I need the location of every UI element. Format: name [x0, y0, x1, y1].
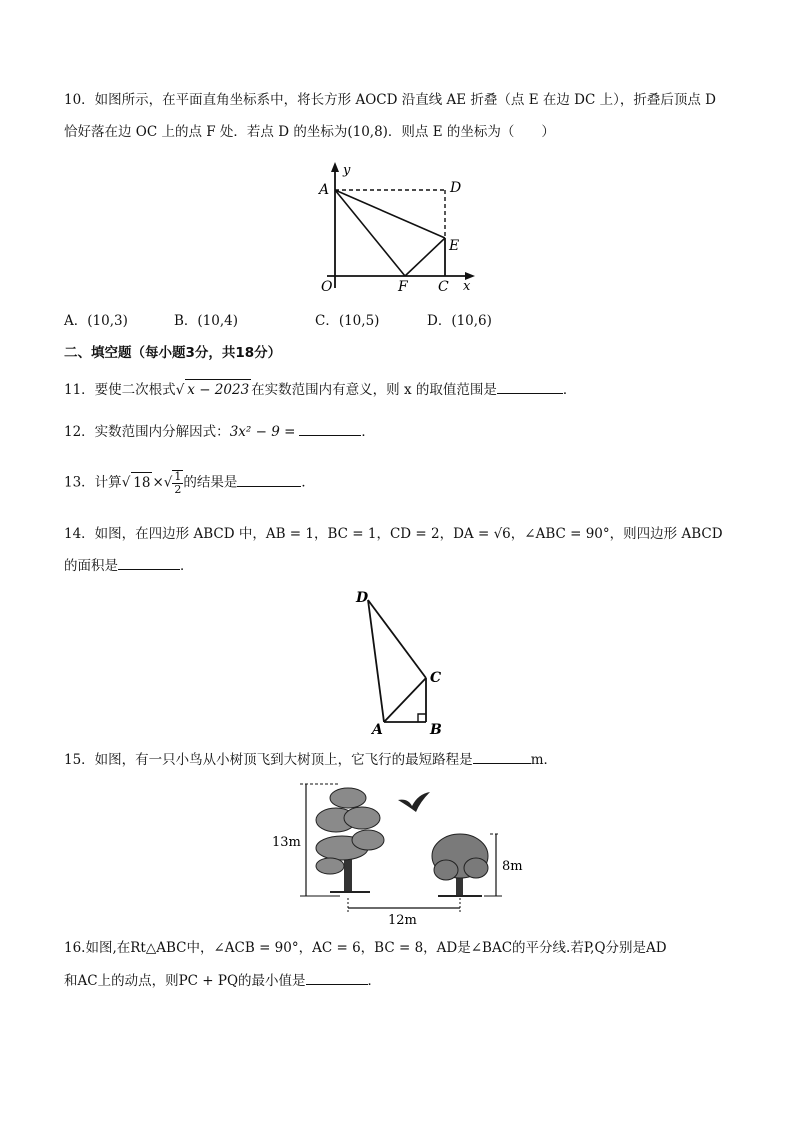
q14-figure	[348, 586, 448, 736]
label-x: x	[463, 279, 471, 294]
q16-answer-blank[interactable]	[306, 970, 368, 985]
bird-icon	[398, 792, 430, 812]
q10-choice-c: C．(10,5)	[315, 313, 380, 329]
q13-fraction	[172, 470, 183, 496]
q16-line2-pre: 和AC上的动点，则PC + PQ的最小值是	[64, 973, 306, 989]
q11-radicand: x − 2023	[185, 379, 251, 400]
label-C: C	[438, 279, 449, 295]
label-O: O	[321, 279, 333, 295]
segment-AC	[384, 678, 426, 722]
q12-end: ．	[361, 424, 375, 440]
q15-unit: m．	[530, 752, 557, 768]
q14-text-line1: 14．如图，在四边形 ABCD 中，AB = 1，BC = 1，CD = 2，DA = √6，∠ABC = 90°，则四边形 ABCD	[64, 526, 723, 542]
q13-times: ×	[152, 474, 164, 491]
q15-text	[64, 749, 557, 770]
q11-post: 在实数范围内有意义，则 x 的取值范围是	[251, 382, 497, 398]
q13-end: ．	[301, 474, 315, 491]
segment-FE	[405, 238, 445, 276]
q13-numerator: 1	[174, 470, 182, 483]
q11-end: ．	[562, 382, 577, 398]
q13-answer-blank[interactable]	[237, 472, 301, 487]
label-F: F	[398, 279, 408, 295]
q14-end: ．	[180, 558, 194, 574]
label-y: y	[343, 163, 351, 178]
segment-AE	[335, 190, 445, 238]
q16-text-line2	[64, 970, 381, 991]
label-E: E	[449, 238, 460, 254]
label-12m: 12m	[388, 913, 417, 928]
label-A: A	[372, 722, 383, 736]
q13-pre: 13．计算	[64, 474, 122, 491]
q16-end: ．	[367, 973, 382, 989]
q11-answer-blank[interactable]	[497, 379, 563, 394]
small-tree-canopy	[432, 834, 488, 880]
label-8m: 8m	[502, 859, 523, 874]
q10-choice-a: A．(10,3)	[64, 313, 128, 329]
label-C: C	[430, 670, 442, 686]
q15-pre: 15．如图，有一只小鸟从小树顶飞到大树顶上，它飞行的最短路程是	[64, 752, 473, 768]
label-D: D	[450, 180, 462, 196]
q11-text: 11．要使二次根式√ x − 2023 在实数范围内有意义，则 x 的取值范围是 ．	[64, 379, 576, 400]
q10-choice-d: D．(10,6)	[427, 313, 492, 329]
q12-pre: 12．实数范围内分解因式：	[64, 424, 230, 440]
q12-answer-blank[interactable]	[299, 421, 361, 436]
q12-expr: 3x² − 9 =	[229, 424, 296, 440]
q13-rad1: 18	[131, 472, 152, 493]
q14-answer-blank[interactable]	[118, 555, 180, 570]
q12-text	[64, 421, 375, 442]
label-13m: 13m	[272, 835, 301, 850]
right-angle-mark	[418, 714, 426, 722]
y-axis-arrow	[331, 162, 339, 172]
segment-AF	[335, 190, 405, 276]
q14-text-line2	[64, 555, 194, 576]
q16-text-line1: 16.如图,在Rt△ABC中，∠ACB = 90°，AC = 6，BC = 8，AD是∠BAC的平分线.若P,Q分别是AD	[64, 940, 667, 956]
q10-figure	[305, 160, 485, 295]
q13-text: 13．计算√ 18 ×√ $\frac{1}{2}$ 的结果是 ．	[64, 470, 315, 496]
q10-text-line1: 10．如图所示，在平面直角坐标系中，将长方形 AOCD 沿直线 AE 折叠（点 E 在边 DC 上），折叠后顶点 D	[64, 92, 716, 108]
label-B: B	[430, 722, 442, 736]
label-D: D	[356, 590, 369, 606]
q13-post: 的结果是	[183, 474, 238, 491]
q11-pre: 11．要使二次根式	[64, 382, 176, 398]
q13-denominator: 2	[174, 483, 182, 496]
q14-line2-pre: 的面积是	[64, 558, 118, 574]
q15-figure	[270, 778, 530, 928]
label-A: A	[319, 182, 330, 198]
q15-answer-blank[interactable]	[473, 749, 531, 764]
q10-text-line2: 恰好落在边 OC 上的点 F 处．若点 D 的坐标为(10,8)．则点 E 的坐标为（ ）	[64, 124, 555, 140]
q10-choice-b: B．(10,4)	[174, 313, 239, 329]
section-heading: 二、填空题（每小题3分，共18分）	[64, 345, 282, 361]
